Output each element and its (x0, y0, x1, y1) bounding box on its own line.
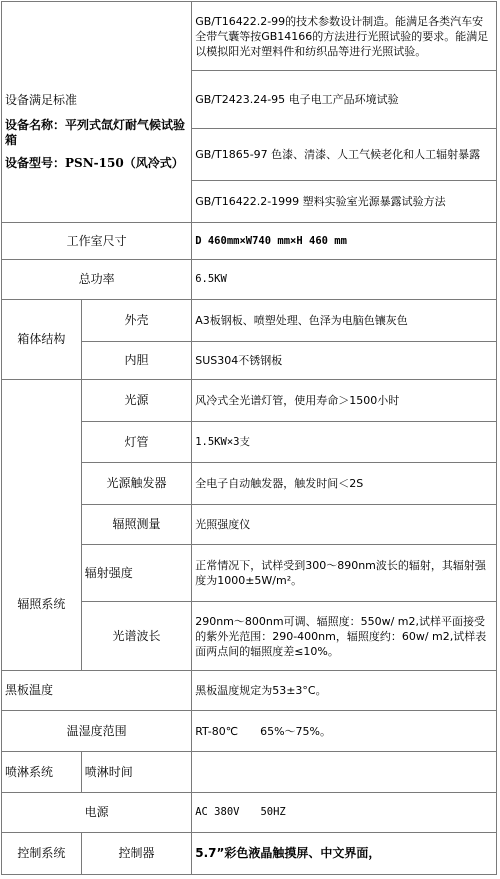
liner-value: SUS304不锈钢板 (192, 342, 497, 380)
lamp-value: 1.5KW×3支 (192, 422, 497, 463)
chamber-size-value: D 460mm×W740 mm×H 460 mm (192, 223, 497, 260)
measure-value: 光照强度仪 (192, 505, 497, 545)
measure-label: 辐照测量 (81, 505, 191, 545)
irradiation-label: 辐照系统 (2, 380, 82, 671)
chamber-size-row (2, 223, 497, 260)
trigger-label: 光源触发器 (81, 463, 191, 505)
temp-humidity-value: RT-80℃ 65%～75%。 (192, 711, 497, 752)
shell-label: 外壳 (81, 300, 191, 342)
standard-row-1 (2, 2, 497, 71)
black-panel-value: 黑板温度规定为53±3°C。 (192, 671, 497, 711)
device-name: 设备名称：平列式氙灯耐气候试验箱 (5, 118, 186, 147)
device-info-cell (2, 2, 192, 223)
total-power-row (2, 260, 497, 300)
lamp-label: 灯管 (81, 422, 191, 463)
control-label: 控制系统 (2, 833, 82, 875)
spectrum-value: 290nm～800nm可调、辐照度：550w/ m2,试样平面接受的紫外光范围：290-400nm，辐照度约：60w/ m2,试样表面两点间的辐照度差≤10%。 (192, 602, 497, 671)
standard-2: GB/T2423.24-95 电子电工产品环境试验 (192, 71, 497, 129)
standard-1: GB/T16422.2-99的技术参数设计制造。能满足各类汽车安全带气囊等按GB14166的方法进行光照试验的要求。能满足以模拟阳光对塑料件和纺织品等进行光照试验。 (192, 2, 497, 71)
spray-label: 喷淋系统 (2, 752, 82, 793)
controller-label: 控制器 (81, 833, 191, 875)
standard-label: 设备满足标准 (5, 93, 78, 107)
spec-table (1, 1, 497, 875)
chamber-size-label: 工作室尺寸 (2, 223, 192, 260)
spray-time-value (192, 752, 497, 793)
controller-value: 5.7”彩色液晶触摸屏、中文界面， (192, 833, 497, 875)
temp-humidity-row (2, 711, 497, 752)
box-structure-label: 箱体结构 (2, 300, 82, 380)
intensity-value: 正常情况下，试样受到300～890nm波长的辐射，其辐射强度为1000±5W/m²。 (192, 545, 497, 602)
device-model: 设备型号：PSN-150（风冷式） (5, 156, 184, 170)
total-power-label: 总功率 (2, 260, 192, 300)
black-panel-row (2, 671, 497, 711)
power-supply-value: AC 380V 50HZ (192, 793, 497, 833)
spray-time-label: 喷淋时间 (81, 752, 191, 793)
liner-label: 内胆 (81, 342, 191, 380)
light-source-label: 光源 (81, 380, 191, 422)
light-source-row (2, 380, 497, 422)
control-row (2, 833, 497, 875)
black-panel-label: 黑板温度 (2, 671, 192, 711)
light-source-value: 风冷式全光谱灯管，使用寿命＞1500小时 (192, 380, 497, 422)
shell-value: A3板钢板、喷塑处理、色泽为电脑色镶灰色 (192, 300, 497, 342)
spray-row (2, 752, 497, 793)
temp-humidity-label: 温湿度范围 (2, 711, 192, 752)
shell-row (2, 300, 497, 342)
total-power-value: 6.5KW (192, 260, 497, 300)
standard-4: GB/T16422.2-1999 塑料实验室光源暴露试验方法 (192, 181, 497, 223)
spectrum-label: 光谱波长 (81, 602, 191, 671)
intensity-label: 辐射强度 (81, 545, 191, 602)
power-supply-row (2, 793, 497, 833)
standard-3: GB/T1865-97 色漆、清漆、人工气候老化和人工辐射暴露 (192, 129, 497, 181)
power-supply-label: 电源 (2, 793, 192, 833)
trigger-value: 全电子自动触发器，触发时间＜2S (192, 463, 497, 505)
